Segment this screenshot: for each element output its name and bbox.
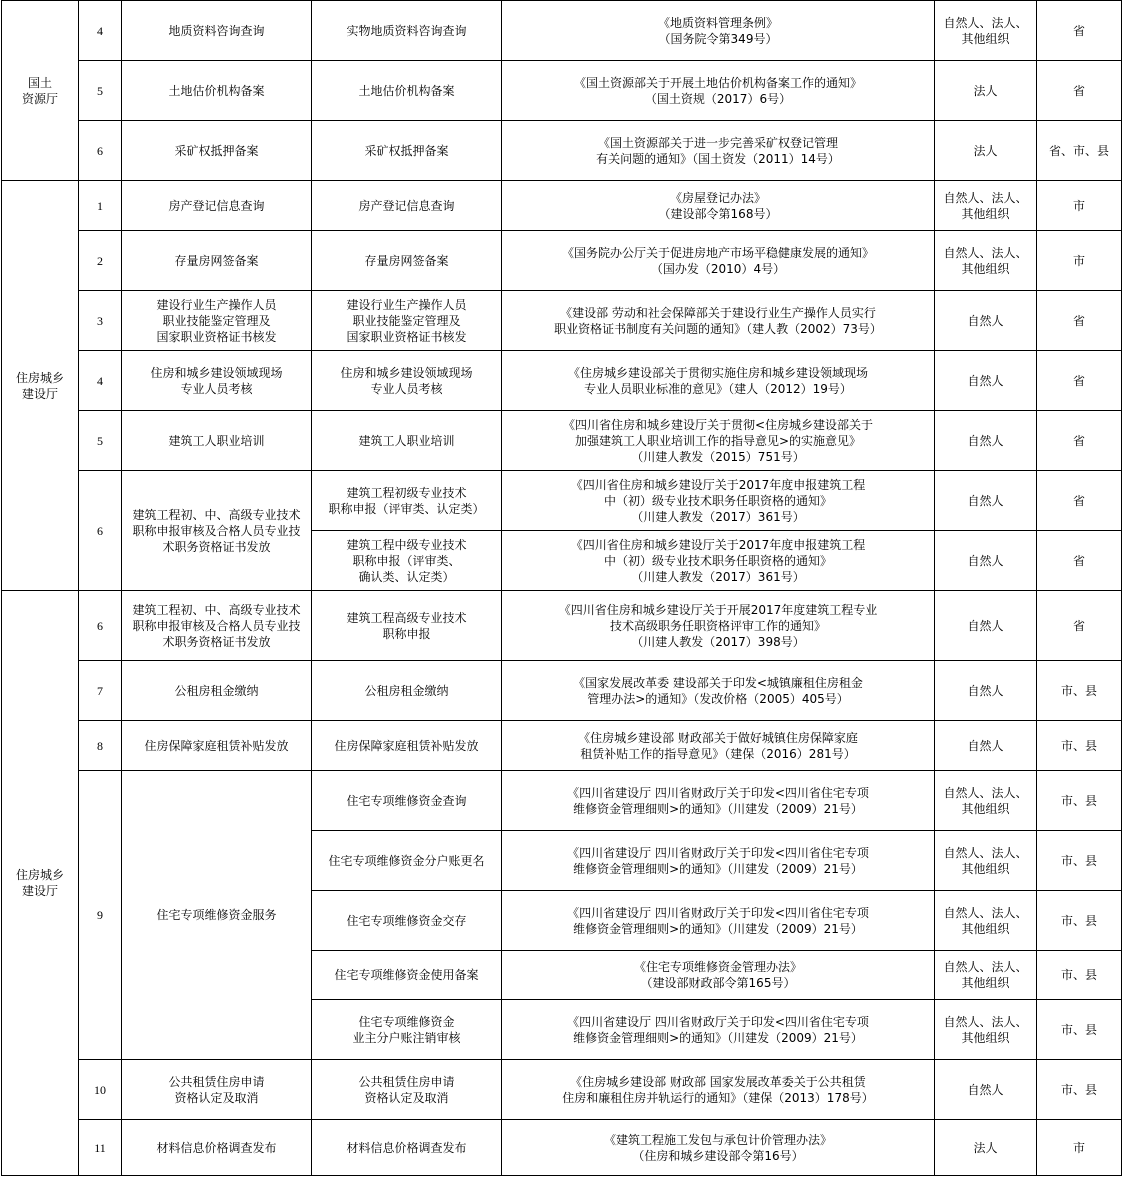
item-number: 5: [79, 411, 122, 471]
legal-basis: 《住房城乡建设部 财政部关于做好城镇住房保障家庭 租赁补贴工作的指导意见》（建保（2016）281号）: [502, 721, 935, 771]
sub-item-name: 房产登记信息查询: [312, 181, 502, 231]
table-row: [2, 471, 1122, 531]
service-level: 市: [1037, 231, 1122, 291]
service-target: 自然人、法人、 其他组织: [935, 771, 1037, 831]
service-level: 省: [1037, 591, 1122, 661]
item-number: 11: [79, 1120, 122, 1176]
item-name: 公共租赁住房申请 资格认定及取消: [122, 1060, 312, 1120]
service-target: 自然人: [935, 721, 1037, 771]
service-level: 省: [1037, 411, 1122, 471]
item-number: 5: [79, 61, 122, 121]
service-level: 省: [1037, 61, 1122, 121]
service-level: 市、县: [1037, 891, 1122, 951]
item-name: 土地估价机构备案: [122, 61, 312, 121]
table-row: [2, 771, 1122, 831]
sub-item-name: 建筑工人职业培训: [312, 411, 502, 471]
service-target: 自然人、法人、 其他组织: [935, 231, 1037, 291]
legal-basis: 《国家发展改革委 建设部关于印发<城镇廉租住房租金 管理办法>的通知》（发改价格（2005）405号）: [502, 661, 935, 721]
item-name: 住房保障家庭租赁补贴发放: [122, 721, 312, 771]
table-row: [2, 591, 1122, 661]
table-row: [2, 181, 1122, 231]
legal-basis: 《建设部 劳动和社会保障部关于建设行业生产操作人员实行 职业资格证书制度有关问题的通知》（建人教（2002）73号）: [502, 291, 935, 351]
table-row: [2, 1120, 1122, 1176]
legal-basis: 《四川省住房和城乡建设厅关于开展2017年度建筑工程专业 技术高级职务任职资格评审工作的通知》 （川建人教发（2017）398号）: [502, 591, 935, 661]
sub-item-name: 采矿权抵押备案: [312, 121, 502, 181]
sub-item-name: 住宅专项维修资金使用备案: [312, 951, 502, 1000]
item-name: 建筑工程初、中、高级专业技术 职称申报审核及合格人员专业技 术职务资格证书发放: [122, 471, 312, 591]
sub-item-name: 住宅专项维修资金交存: [312, 891, 502, 951]
legal-basis: 《四川省建设厅 四川省财政厅关于印发<四川省住宅专项 维修资金管理细则>的通知》（川建发（2009）21号）: [502, 771, 935, 831]
legal-basis: 《国土资源部关于进一步完善采矿权登记管理 有关问题的通知》（国土资发（2011）14号）: [502, 121, 935, 181]
legal-basis: 《四川省建设厅 四川省财政厅关于印发<四川省住宅专项 维修资金管理细则>的通知》（川建发（2009）21号）: [502, 891, 935, 951]
item-number: 3: [79, 291, 122, 351]
table-row: [2, 411, 1122, 471]
item-number: 6: [79, 121, 122, 181]
table-row: [2, 231, 1122, 291]
service-level: 省、市、县: [1037, 121, 1122, 181]
legal-basis: 《四川省住房和城乡建设厅关于2017年度申报建筑工程 中（初）级专业技术职务任职资格的通知》 （川建人教发（2017）361号）: [502, 471, 935, 531]
table-row: [2, 1, 1122, 61]
sub-item-name: 建设行业生产操作人员 职业技能鉴定管理及 国家职业资格证书核发: [312, 291, 502, 351]
table-row: [2, 661, 1122, 721]
item-name: 建筑工程初、中、高级专业技术 职称申报审核及合格人员专业技 术职务资格证书发放: [122, 591, 312, 661]
table-row: [2, 291, 1122, 351]
sub-item-name: 住房和城乡建设领域现场 专业人员考核: [312, 351, 502, 411]
legal-basis: 《住房城乡建设部关于贯彻实施住房和城乡建设领域现场 专业人员职业标准的意见》（建人（2012）19号）: [502, 351, 935, 411]
service-target: 法人: [935, 1120, 1037, 1176]
service-level: 市、县: [1037, 951, 1122, 1000]
sub-item-name: 住宅专项维修资金 业主分户账注销审核: [312, 1000, 502, 1060]
department-cell: 国土 资源厅: [2, 1, 79, 181]
service-level: 市、县: [1037, 1060, 1122, 1120]
service-target: 自然人: [935, 411, 1037, 471]
item-number: 4: [79, 351, 122, 411]
legal-basis: 《四川省住房和城乡建设厅关于2017年度申报建筑工程 中（初）级专业技术职务任职资格的通知》 （川建人教发（2017）361号）: [502, 531, 935, 591]
department-cell: 住房城乡 建设厅: [2, 591, 79, 1176]
legal-basis: 《国土资源部关于开展土地估价机构备案工作的通知》 （国土资规（2017）6号）: [502, 61, 935, 121]
sub-item-name: 土地估价机构备案: [312, 61, 502, 121]
service-level: 市: [1037, 181, 1122, 231]
sub-item-name: 建筑工程高级专业技术 职称申报: [312, 591, 502, 661]
legal-basis: 《国务院办公厅关于促进房地产市场平稳健康发展的通知》 （国办发（2010）4号）: [502, 231, 935, 291]
item-name: 住宅专项维修资金服务: [122, 771, 312, 1060]
service-level: 市、县: [1037, 1000, 1122, 1060]
sub-item-name: 公共租赁住房申请 资格认定及取消: [312, 1060, 502, 1120]
service-target: 自然人: [935, 471, 1037, 531]
service-level: 省: [1037, 471, 1122, 531]
service-level: 省: [1037, 351, 1122, 411]
legal-basis: 《四川省建设厅 四川省财政厅关于印发<四川省住宅专项 维修资金管理细则>的通知》（川建发（2009）21号）: [502, 831, 935, 891]
sub-item-name: 建筑工程中级专业技术 职称申报（评审类、 确认类、认定类）: [312, 531, 502, 591]
table-row: [2, 351, 1122, 411]
service-target: 自然人: [935, 1060, 1037, 1120]
service-target: 自然人、法人、 其他组织: [935, 181, 1037, 231]
service-level: 市: [1037, 1120, 1122, 1176]
item-number: 4: [79, 1, 122, 61]
service-target: 自然人、法人、 其他组织: [935, 1000, 1037, 1060]
legal-basis: 《住宅专项维修资金管理办法》 （建设部财政部令第165号）: [502, 951, 935, 1000]
item-number: 9: [79, 771, 122, 1060]
service-target: 自然人: [935, 661, 1037, 721]
item-number: 1: [79, 181, 122, 231]
sub-item-name: 住宅专项维修资金查询: [312, 771, 502, 831]
item-number: 7: [79, 661, 122, 721]
service-level: 省: [1037, 531, 1122, 591]
service-target: 法人: [935, 121, 1037, 181]
service-level: 市、县: [1037, 721, 1122, 771]
service-target: 法人: [935, 61, 1037, 121]
item-name: 建筑工人职业培训: [122, 411, 312, 471]
service-target: 自然人: [935, 351, 1037, 411]
sub-item-name: 存量房网签备案: [312, 231, 502, 291]
service-target: 自然人: [935, 591, 1037, 661]
service-level: 省: [1037, 291, 1122, 351]
service-target: 自然人、法人、 其他组织: [935, 951, 1037, 1000]
item-number: 2: [79, 231, 122, 291]
service-level: 市、县: [1037, 661, 1122, 721]
item-name: 公租房租金缴纳: [122, 661, 312, 721]
item-name: 地质资料咨询查询: [122, 1, 312, 61]
item-name: 存量房网签备案: [122, 231, 312, 291]
service-target: 自然人、法人、 其他组织: [935, 891, 1037, 951]
table-row: [2, 1060, 1122, 1120]
legal-basis: 《地质资料管理条例》 （国务院令第349号）: [502, 1, 935, 61]
item-name: 采矿权抵押备案: [122, 121, 312, 181]
table-row: [2, 61, 1122, 121]
legal-basis: 《房屋登记办法》 （建设部令第168号）: [502, 181, 935, 231]
table-row: [2, 121, 1122, 181]
item-number: 6: [79, 471, 122, 591]
sub-item-name: 住宅专项维修资金分户账更名: [312, 831, 502, 891]
sub-item-name: 住房保障家庭租赁补贴发放: [312, 721, 502, 771]
service-level: 市、县: [1037, 831, 1122, 891]
table-row: [2, 721, 1122, 771]
sub-item-name: 公租房租金缴纳: [312, 661, 502, 721]
service-target: 自然人: [935, 291, 1037, 351]
item-number: 6: [79, 591, 122, 661]
service-target: 自然人: [935, 531, 1037, 591]
service-level: 市、县: [1037, 771, 1122, 831]
item-name: 材料信息价格调查发布: [122, 1120, 312, 1176]
item-name: 住房和城乡建设领域现场 专业人员考核: [122, 351, 312, 411]
service-target: 自然人、法人、 其他组织: [935, 1, 1037, 61]
legal-basis: 《四川省建设厅 四川省财政厅关于印发<四川省住宅专项 维修资金管理细则>的通知》（川建发（2009）21号）: [502, 1000, 935, 1060]
item-number: 10: [79, 1060, 122, 1120]
legal-basis: 《四川省住房和城乡建设厅关于贯彻<住房城乡建设部关于 加强建筑工人职业培训工作的指导意见>的实施意见》 （川建人教发（2015）751号）: [502, 411, 935, 471]
service-level: 省: [1037, 1, 1122, 61]
department-cell: 住房城乡 建设厅: [2, 181, 79, 591]
service-target: 自然人、法人、 其他组织: [935, 831, 1037, 891]
service-table: [1, 0, 1122, 1176]
sub-item-name: 实物地质资料咨询查询: [312, 1, 502, 61]
sub-item-name: 材料信息价格调查发布: [312, 1120, 502, 1176]
item-name: 建设行业生产操作人员 职业技能鉴定管理及 国家职业资格证书核发: [122, 291, 312, 351]
sub-item-name: 建筑工程初级专业技术 职称申报（评审类、认定类）: [312, 471, 502, 531]
item-number: 8: [79, 721, 122, 771]
legal-basis: 《建筑工程施工发包与承包计价管理办法》 （住房和城乡建设部令第16号）: [502, 1120, 935, 1176]
legal-basis: 《住房城乡建设部 财政部 国家发展改革委关于公共租赁 住房和廉租住房并轨运行的通知》（建保（2013）178号）: [502, 1060, 935, 1120]
item-name: 房产登记信息查询: [122, 181, 312, 231]
